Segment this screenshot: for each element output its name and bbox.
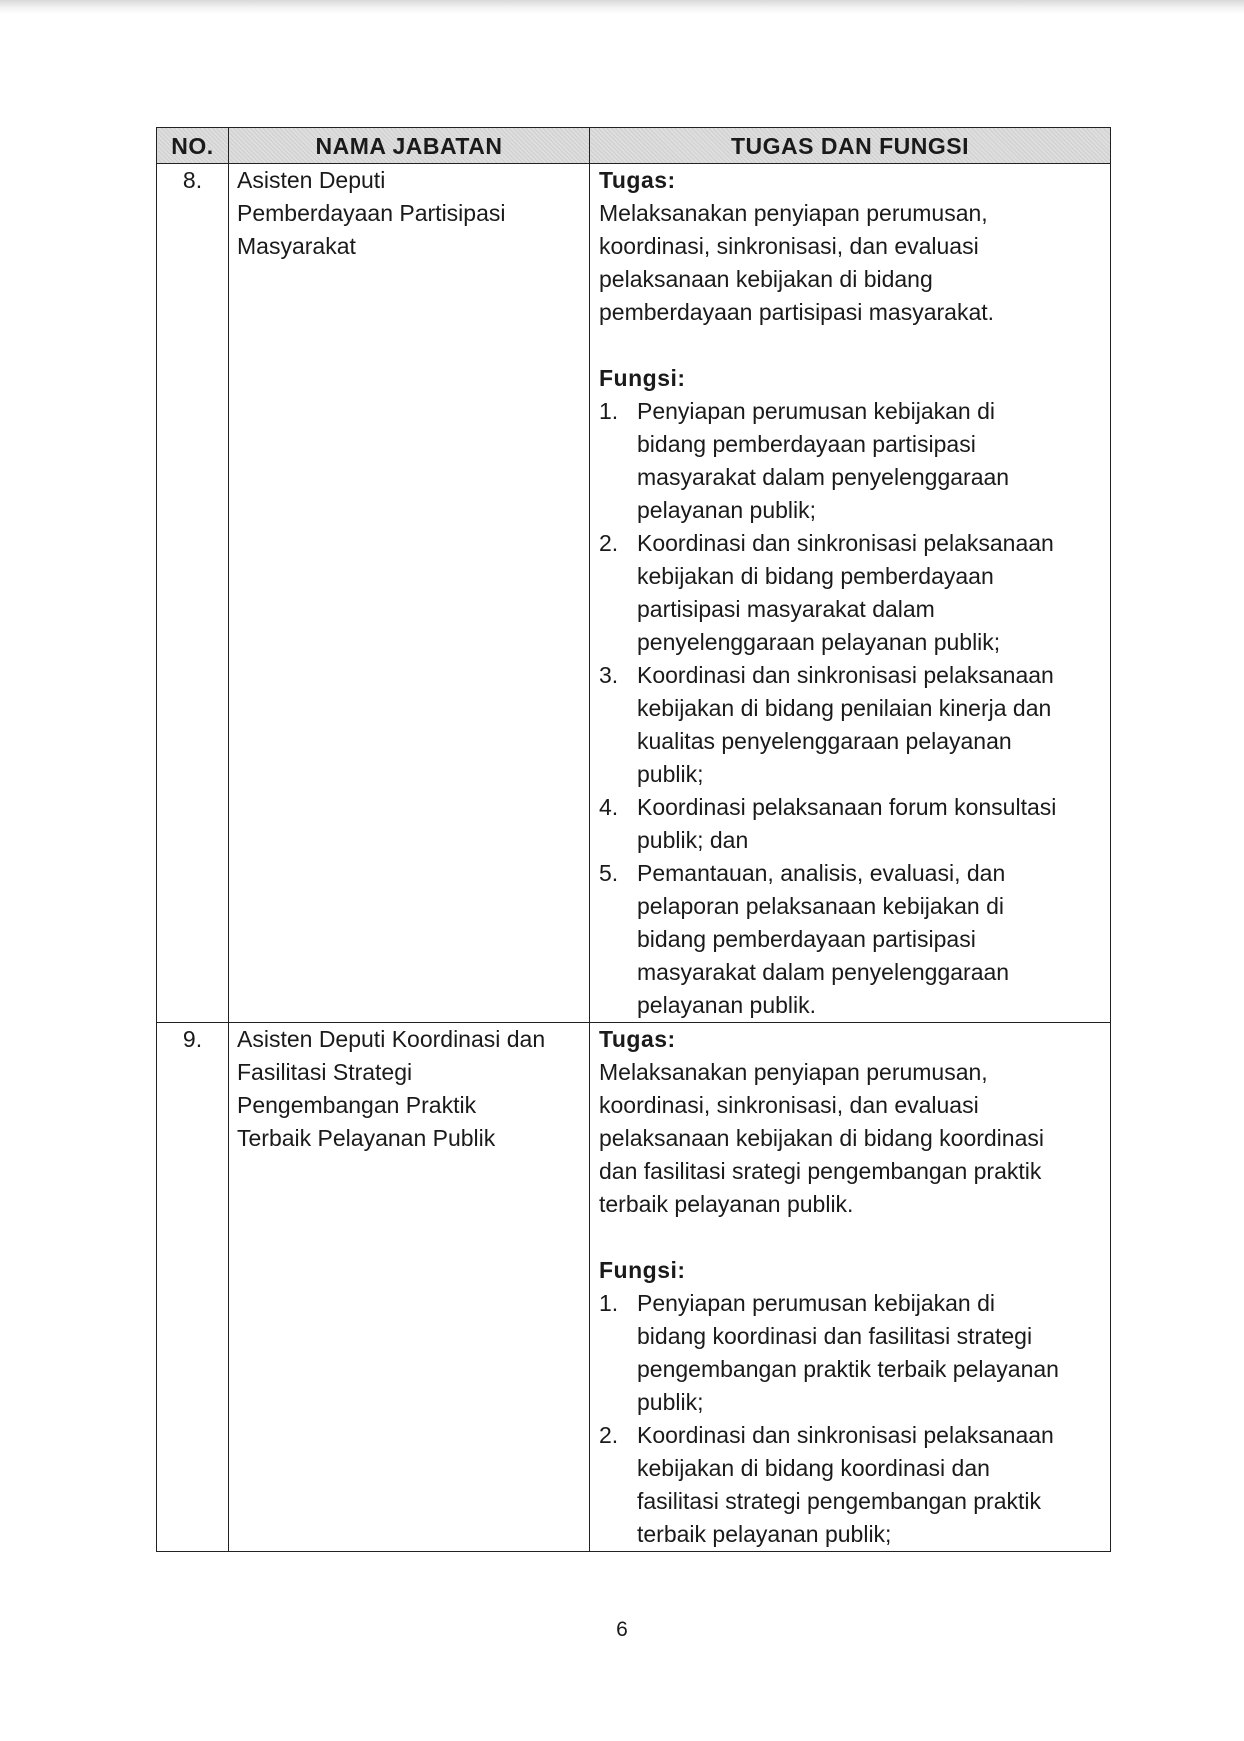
list-item-number: 1. xyxy=(599,398,619,424)
list-item xyxy=(599,395,1102,527)
list-item-line: Pemantauan, analisis, evaluasi, dan xyxy=(637,860,1006,886)
list-item-line: Koordinasi dan sinkronisasi pelaksanaan xyxy=(637,1422,1054,1448)
tugas-line: pelaksanaan kebijakan di bidang koordinasi xyxy=(599,1125,1044,1151)
header-tugas-dan-fungsi: TUGAS DAN FUNGSI xyxy=(590,128,1111,164)
tugas-fungsi-cell xyxy=(590,1023,1111,1552)
nama-jabatan-cell xyxy=(229,1023,590,1552)
name-line: Masyarakat xyxy=(237,233,356,259)
header-no: NO. xyxy=(157,128,229,164)
page-number: 6 xyxy=(616,1618,628,1641)
section-spacer xyxy=(599,1221,1102,1254)
list-item-line: fasilitasi strategi pengembangan praktik xyxy=(637,1488,1042,1514)
list-item-number: 2. xyxy=(599,1422,619,1448)
list-item-number: 5. xyxy=(599,860,619,886)
list-item xyxy=(599,1287,1102,1419)
list-item-line: kebijakan di bidang penilaian kinerja dan xyxy=(637,695,1052,721)
tugas-label: Tugas: xyxy=(599,1026,676,1052)
list-item-line: bidang koordinasi dan fasilitasi strategi xyxy=(637,1323,1033,1349)
list-item-line: pengembangan praktik terbaik pelayanan xyxy=(637,1356,1059,1382)
list-item-number: 4. xyxy=(599,794,619,820)
tugas-line: koordinasi, sinkronisasi, dan evaluasi xyxy=(599,233,979,259)
row-number: 8. xyxy=(157,164,229,1023)
list-item-line: masyarakat dalam penyelenggaraan xyxy=(637,464,1010,490)
tugas-line: pelaksanaan kebijakan di bidang xyxy=(599,266,933,292)
list-item-line: terbaik pelayanan publik; xyxy=(637,1521,892,1547)
scan-edge xyxy=(0,0,1244,14)
tugas-line: koordinasi, sinkronisasi, dan evaluasi xyxy=(599,1092,979,1118)
fungsi-list xyxy=(599,1287,1102,1551)
header-nama-jabatan: NAMA JABATAN xyxy=(229,128,590,164)
list-item-line: pelaporan pelaksanaan kebijakan di xyxy=(637,893,1005,919)
name-line: Fasilitasi Strategi xyxy=(237,1059,413,1085)
list-item-line: publik; dan xyxy=(637,827,749,853)
list-item-line: Koordinasi pelaksanaan forum konsultasi xyxy=(637,794,1057,820)
list-item xyxy=(599,659,1102,791)
name-line: Terbaik Pelayanan Publik xyxy=(237,1125,496,1151)
tugas-line: pemberdayaan partisipasi masyarakat. xyxy=(599,299,995,325)
list-item-line: kualitas penyelenggaraan pelayanan xyxy=(637,728,1012,754)
list-item-line: penyelenggaraan pelayanan publik; xyxy=(637,629,1001,655)
name-line: Pengembangan Praktik xyxy=(237,1092,477,1118)
list-item-line: kebijakan di bidang pemberdayaan xyxy=(637,563,994,589)
list-item-line: pelayanan publik. xyxy=(637,992,817,1018)
table-row xyxy=(157,1023,1111,1552)
table-header-row xyxy=(157,128,1111,164)
name-line: Asisten Deputi Koordinasi dan xyxy=(237,1026,546,1052)
list-item-number: 3. xyxy=(599,662,619,688)
list-item-number: 2. xyxy=(599,530,619,556)
list-item-line: Koordinasi dan sinkronisasi pelaksanaan xyxy=(637,662,1054,688)
table-body xyxy=(157,164,1111,1552)
tugas-label: Tugas: xyxy=(599,167,676,193)
table-row xyxy=(157,164,1111,1023)
list-item-line: pelayanan publik; xyxy=(637,497,817,523)
tugas-line: Melaksanakan penyiapan perumusan, xyxy=(599,200,988,226)
list-item-line: publik; xyxy=(637,1389,704,1415)
name-line: Asisten Deputi xyxy=(237,167,386,193)
jabatan-table xyxy=(156,127,1111,1552)
tugas-line: Melaksanakan penyiapan perumusan, xyxy=(599,1059,988,1085)
list-item xyxy=(599,527,1102,659)
row-number: 9. xyxy=(157,1023,229,1552)
nama-jabatan-cell xyxy=(229,164,590,1023)
name-line: Pemberdayaan Partisipasi xyxy=(237,200,506,226)
list-item-line: partisipasi masyarakat dalam xyxy=(637,596,935,622)
tugas-line: terbaik pelayanan publik. xyxy=(599,1191,854,1217)
fungsi-list xyxy=(599,395,1102,1022)
list-item xyxy=(599,1419,1102,1551)
table-header xyxy=(157,128,1111,164)
list-item-line: bidang pemberdayaan partisipasi xyxy=(637,926,976,952)
list-item-number: 1. xyxy=(599,1290,619,1316)
list-item-line: masyarakat dalam penyelenggaraan xyxy=(637,959,1010,985)
tugas-fungsi-cell xyxy=(590,164,1111,1023)
fungsi-label: Fungsi: xyxy=(599,365,686,391)
list-item-line: Penyiapan perumusan kebijakan di xyxy=(637,1290,996,1316)
list-item-line: Penyiapan perumusan kebijakan di xyxy=(637,398,996,424)
list-item xyxy=(599,857,1102,1022)
list-item xyxy=(599,791,1102,857)
list-item-line: Koordinasi dan sinkronisasi pelaksanaan xyxy=(637,530,1054,556)
list-item-line: kebijakan di bidang koordinasi dan xyxy=(637,1455,990,1481)
list-item-line: bidang pemberdayaan partisipasi xyxy=(637,431,976,457)
list-item-line: publik; xyxy=(637,761,704,787)
fungsi-label: Fungsi: xyxy=(599,1257,686,1283)
tugas-line: dan fasilitasi srategi pengembangan praktik xyxy=(599,1158,1042,1184)
section-spacer xyxy=(599,329,1102,362)
